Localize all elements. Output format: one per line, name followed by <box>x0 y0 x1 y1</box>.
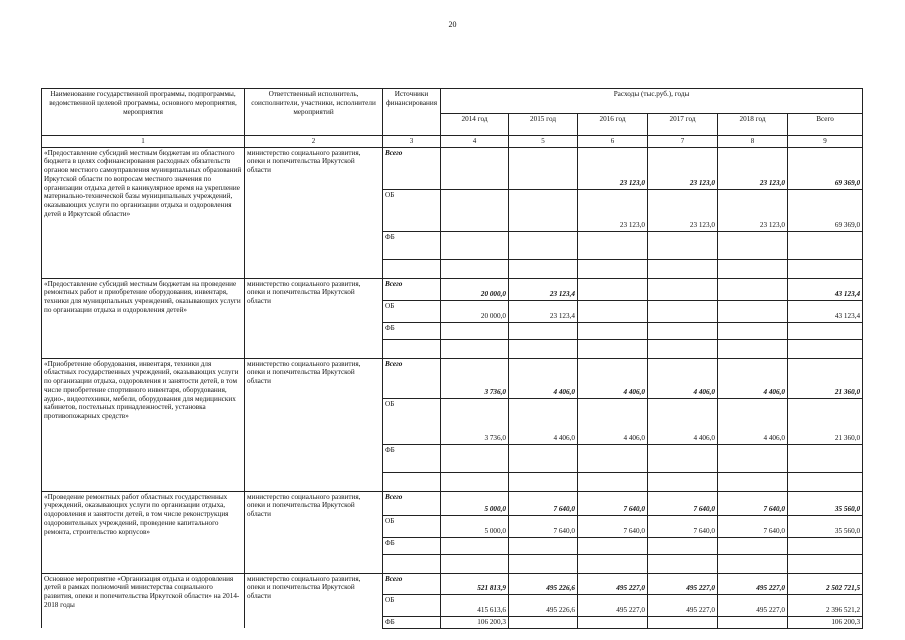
program-name: «Предоставление субсидий местным бюджетам из областного бюджета в целях софинансирования расходных обязательств органов местного самоуправления муниципальных образований Иркутской области по вопросам местного значения по организации отдыха детей в каникулярное время на укрепление материально-технической базы муниципальных учреждений, оказывающих услуги по организации отдыха и оздоровления детей в Иркутской области» <box>42 147 245 259</box>
column-number: 2 <box>245 136 383 148</box>
funding-source: ФБ <box>383 322 441 339</box>
amount-cell: 2 502 721,5 <box>788 573 863 594</box>
amount-cell: 5 000,0 <box>441 515 509 537</box>
spacer-cell <box>648 554 718 573</box>
spacer-cell <box>509 472 578 491</box>
header-program-name: Наименование государственной программы, подпрограммы, ведомственной целевой программы, основного мероприятия, мероприятия <box>42 89 245 136</box>
amount-cell <box>509 322 578 339</box>
spacer-cell <box>42 259 245 278</box>
amount-cell: 495 226,6 <box>509 594 578 616</box>
column-number: 9 <box>788 136 863 148</box>
header-total: Всего <box>788 114 863 136</box>
header-year: 2015 год <box>509 114 578 136</box>
spacer-cell <box>441 554 509 573</box>
amount-cell <box>718 537 788 554</box>
amount-cell <box>788 322 863 339</box>
funding-source: ОБ <box>383 594 441 616</box>
spacer-cell <box>383 554 441 573</box>
amount-cell: 7 640,0 <box>578 515 648 537</box>
amount-cell <box>648 616 718 628</box>
amount-cell: 3 736,0 <box>441 358 509 398</box>
funding-source: ОБ <box>383 300 441 322</box>
page-number: 20 <box>448 20 457 29</box>
column-number: 7 <box>648 136 718 148</box>
funding-row <box>42 573 863 594</box>
amount-cell <box>648 444 718 472</box>
amount-cell: 521 813,9 <box>441 573 509 594</box>
amount-cell <box>718 231 788 259</box>
amount-cell: 4 406,0 <box>578 358 648 398</box>
spacer-row <box>42 554 863 573</box>
spacer-cell <box>509 339 578 358</box>
spacer-cell <box>383 339 441 358</box>
amount-cell: 69 369,0 <box>788 189 863 231</box>
amount-cell: 7 640,0 <box>648 491 718 515</box>
spacer-cell <box>788 554 863 573</box>
amount-cell <box>718 616 788 628</box>
amount-cell: 7 640,0 <box>578 491 648 515</box>
spacer-cell <box>42 554 245 573</box>
amount-cell <box>718 300 788 322</box>
amount-cell: 23 123,0 <box>648 189 718 231</box>
amount-cell <box>509 616 578 628</box>
amount-cell <box>509 231 578 259</box>
program-name: «Предоставление субсидий местным бюджетам на проведение ремонтных работ и приобретение оборудования, инвентаря, техники для муниципальных учреждений, оказывающих услуги по организации отдыха и оздоровления детей» <box>42 278 245 339</box>
header-year: 2016 год <box>578 114 648 136</box>
executor: министерство социального развития, опеки и попечительства Иркутской области <box>245 573 383 628</box>
column-number: 5 <box>509 136 578 148</box>
spacer-row <box>42 472 863 491</box>
amount-cell <box>578 278 648 300</box>
amount-cell: 4 406,0 <box>648 398 718 444</box>
amount-cell: 4 406,0 <box>578 398 648 444</box>
spacer-cell <box>42 472 245 491</box>
amount-cell: 20 000,0 <box>441 278 509 300</box>
amount-cell: 495 227,0 <box>648 573 718 594</box>
amount-cell <box>788 444 863 472</box>
amount-cell <box>648 231 718 259</box>
amount-cell: 35 560,0 <box>788 515 863 537</box>
spacer-cell <box>788 259 863 278</box>
amount-cell: 106 200,3 <box>788 616 863 628</box>
funding-source: Всего <box>383 278 441 300</box>
funding-row <box>42 491 863 515</box>
spacer-cell <box>509 259 578 278</box>
header-row <box>42 89 863 114</box>
amount-cell: 35 560,0 <box>788 491 863 515</box>
spacer-cell <box>718 339 788 358</box>
amount-cell: 495 227,0 <box>718 594 788 616</box>
header-year: 2017 год <box>648 114 718 136</box>
amount-cell <box>788 231 863 259</box>
amount-cell <box>509 444 578 472</box>
spacer-cell <box>578 554 648 573</box>
executor: министерство социального развития, опеки и попечительства Иркутской области <box>245 278 383 339</box>
funding-source: ОБ <box>383 398 441 444</box>
amount-cell: 4 406,0 <box>648 358 718 398</box>
funding-source: ФБ <box>383 231 441 259</box>
amount-cell: 495 226,6 <box>509 573 578 594</box>
spacer-cell <box>718 472 788 491</box>
amount-cell <box>441 231 509 259</box>
amount-cell: 43 123,4 <box>788 300 863 322</box>
amount-cell: 495 227,0 <box>718 573 788 594</box>
executor: министерство социального развития, опеки и попечительства Иркутской области <box>245 358 383 472</box>
amount-cell <box>578 537 648 554</box>
amount-cell <box>578 444 648 472</box>
program-name: «Приобретение оборудования, инвентаря, техники для областных государственных учреждений, оказывающих услуги по организации отдыха, оздоровления и занятости детей, в том числе приобретение спортивного инвентаря, оборудования, аудио-, видеотехники, мебели, оборудования для медицинских кабинетов, постельных принадлежностей, установка противопожарных средств» <box>42 358 245 472</box>
funding-row <box>42 358 863 398</box>
spacer-cell <box>788 472 863 491</box>
amount-cell <box>441 189 509 231</box>
funding-source: Всего <box>383 147 441 189</box>
amount-cell: 23 123,0 <box>718 189 788 231</box>
amount-cell: 7 640,0 <box>718 515 788 537</box>
spacer-cell <box>245 472 383 491</box>
amount-cell <box>441 444 509 472</box>
amount-cell <box>441 322 509 339</box>
amount-cell: 43 123,4 <box>788 278 863 300</box>
amount-cell <box>648 537 718 554</box>
amount-cell <box>509 189 578 231</box>
amount-cell <box>509 147 578 189</box>
spacer-cell <box>578 259 648 278</box>
amount-cell: 21 360,0 <box>788 358 863 398</box>
funding-source: ФБ <box>383 616 441 628</box>
amount-cell <box>441 537 509 554</box>
spacer-cell <box>383 472 441 491</box>
amount-cell: 23 123,0 <box>578 147 648 189</box>
amount-cell: 7 640,0 <box>718 491 788 515</box>
spacer-cell <box>509 554 578 573</box>
program-name: «Проведение ремонтных работ областных государственных учреждений, оказывающих услуги по организации отдыха, оздоровления и занятости детей, в том числе реконструкция оздоровительных учреждений, проведение капитального ремонта, строительство корпусов» <box>42 491 245 554</box>
header-funding-source: Источники финансирования <box>383 89 441 136</box>
spacer-cell <box>245 259 383 278</box>
amount-cell: 20 000,0 <box>441 300 509 322</box>
spacer-row <box>42 339 863 358</box>
program-name: Основное мероприятие «Организация отдыха и оздоровления детей в рамках полномочий министерства социального развития, опеки и попечительства Иркутской области» на 2014-2018 годы <box>42 573 245 628</box>
amount-cell: 106 200,3 <box>441 616 509 628</box>
amount-cell: 495 227,0 <box>578 573 648 594</box>
amount-cell <box>578 616 648 628</box>
spacer-cell <box>648 339 718 358</box>
amount-cell <box>718 444 788 472</box>
spacer-cell <box>648 259 718 278</box>
amount-cell: 69 369,0 <box>788 147 863 189</box>
spacer-cell <box>788 339 863 358</box>
amount-cell: 23 123,4 <box>509 300 578 322</box>
spacer-cell <box>441 472 509 491</box>
amount-cell: 4 406,0 <box>718 358 788 398</box>
column-number: 1 <box>42 136 245 148</box>
budget-table <box>41 88 863 629</box>
funding-source: Всего <box>383 358 441 398</box>
amount-cell: 23 123,0 <box>578 189 648 231</box>
column-number: 4 <box>441 136 509 148</box>
amount-cell: 5 000,0 <box>441 491 509 515</box>
header-year: 2014 год <box>441 114 509 136</box>
funding-source: ФБ <box>383 537 441 554</box>
spacer-cell <box>441 259 509 278</box>
amount-cell <box>718 322 788 339</box>
header-expenses: Расходы (тыс.руб.), годы <box>441 89 863 114</box>
amount-cell: 415 613,6 <box>441 594 509 616</box>
amount-cell: 495 227,0 <box>648 594 718 616</box>
spacer-cell <box>718 554 788 573</box>
amount-cell <box>648 322 718 339</box>
amount-cell: 2 396 521,2 <box>788 594 863 616</box>
executor: министерство социального развития, опеки и попечительства Иркутской области <box>245 491 383 554</box>
spacer-cell <box>245 339 383 358</box>
amount-cell: 7 640,0 <box>509 491 578 515</box>
amount-cell <box>578 322 648 339</box>
spacer-cell <box>42 339 245 358</box>
column-number: 8 <box>718 136 788 148</box>
spacer-cell <box>578 339 648 358</box>
amount-cell <box>788 537 863 554</box>
amount-cell <box>578 231 648 259</box>
spacer-cell <box>383 259 441 278</box>
amount-cell: 3 736,0 <box>441 398 509 444</box>
amount-cell: 23 123,0 <box>718 147 788 189</box>
amount-cell <box>648 300 718 322</box>
spacer-cell <box>648 472 718 491</box>
amount-cell <box>648 278 718 300</box>
amount-cell: 7 640,0 <box>648 515 718 537</box>
funding-source: Всего <box>383 573 441 594</box>
amount-cell: 21 360,0 <box>788 398 863 444</box>
column-number: 3 <box>383 136 441 148</box>
spacer-cell <box>578 472 648 491</box>
column-number: 6 <box>578 136 648 148</box>
header-executor: Ответственный исполнитель, соисполнители, участники, исполнители мероприятий <box>245 89 383 136</box>
spacer-cell <box>245 554 383 573</box>
amount-cell <box>718 278 788 300</box>
spacer-cell <box>718 259 788 278</box>
spacer-cell <box>441 339 509 358</box>
funding-source: Всего <box>383 491 441 515</box>
amount-cell: 23 123,0 <box>648 147 718 189</box>
funding-source: ОБ <box>383 515 441 537</box>
amount-cell <box>578 300 648 322</box>
funding-source: ФБ <box>383 444 441 472</box>
funding-row <box>42 278 863 300</box>
executor: министерство социального развития, опеки и попечительства Иркутской области <box>245 147 383 259</box>
header-year: 2018 год <box>718 114 788 136</box>
amount-cell <box>509 537 578 554</box>
amount-cell: 4 406,0 <box>718 398 788 444</box>
amount-cell: 495 227,0 <box>578 594 648 616</box>
column-numbers-row <box>42 136 863 148</box>
amount-cell: 23 123,4 <box>509 278 578 300</box>
funding-source: ОБ <box>383 189 441 231</box>
amount-cell <box>441 147 509 189</box>
spacer-row <box>42 259 863 278</box>
amount-cell: 4 406,0 <box>509 358 578 398</box>
amount-cell: 4 406,0 <box>509 398 578 444</box>
amount-cell: 7 640,0 <box>509 515 578 537</box>
funding-row <box>42 147 863 189</box>
